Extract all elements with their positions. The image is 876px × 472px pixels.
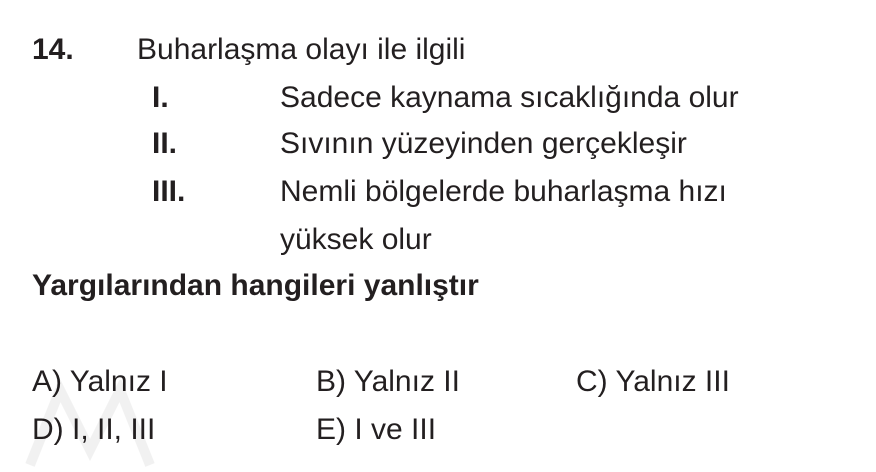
option-e[interactable]: E) I ve III <box>316 413 437 446</box>
statement-1-numeral: I. <box>152 81 169 114</box>
option-c[interactable]: C) Yalnız III <box>576 365 730 398</box>
option-b[interactable]: B) Yalnız II <box>316 365 460 398</box>
option-d[interactable]: D) I, II, III <box>32 413 156 446</box>
question-stem: Buharlaşma olayı ile ilgili <box>137 33 466 66</box>
statement-3-continuation: yüksek olur <box>280 223 432 256</box>
statement-2-text: Sıvının yüzeyinden gerçekleşir <box>280 127 687 160</box>
statement-3-numeral: III. <box>152 175 186 208</box>
statement-3-text: Nemli bölgelerde buharlaşma hızı <box>280 175 727 208</box>
question-number: 14. <box>32 33 74 66</box>
question-prompt: Yargılarından hangileri yanlıştır <box>32 269 479 302</box>
statement-2-numeral: II. <box>152 127 178 160</box>
watermark-logo <box>20 380 180 470</box>
option-a[interactable]: A) Yalnız I <box>32 365 168 398</box>
statement-1-text: Sadece kaynama sıcaklığında olur <box>280 81 739 114</box>
